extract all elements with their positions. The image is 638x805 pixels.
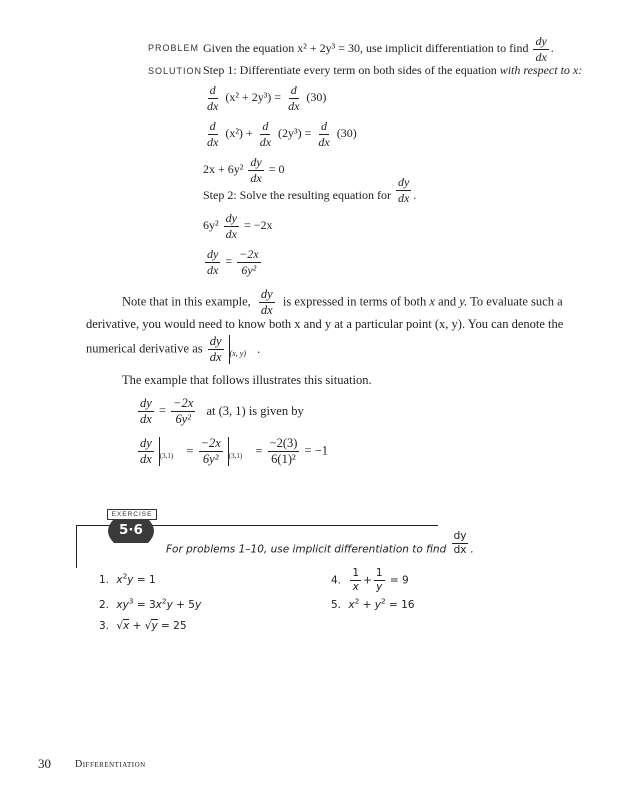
exercise-item-2: 2. $xy^3 = 3x^2y + 5y$ (99, 596, 202, 611)
problem-label: PROBLEM (148, 43, 200, 53)
exercise-instruction: For problems 1–10, use implicit differentiation to find $\frac{dy}{dx}$ . (166, 530, 474, 557)
page-number: 30 (38, 756, 51, 771)
exercise-item-1: 1. $x^2y = 1$ (99, 571, 156, 586)
paragraph-line-1: Note that in this example, $\frac{dy}{dx}$ is expressed in terms of both x and y. To evaluate such a (122, 287, 563, 318)
equation-4: 6y² $\frac{dy}{dx}$ = −2x (203, 211, 273, 241)
equation-1: $\frac{d}{dx}$ (x² + 2y³) = $\frac{d}{dx}$ (30) (207, 83, 327, 113)
exercise-frame-left (76, 525, 77, 568)
exercise-item-5: 5. $x^2 + y^2 = 16$ (331, 596, 415, 611)
exercise-badge (102, 509, 160, 542)
exercise-item-3: 3. √x + √y = 25 (99, 620, 187, 632)
equation-2: $\frac{d}{dx}$ (x²) + $\frac{d}{dx}$ (2y³) = $\frac{d}{dx}$ (30) (207, 119, 357, 149)
problem-target-fraction: $\frac{dy}{dx}$ (535, 34, 547, 64)
solution-label: SOLUTION (148, 66, 203, 76)
step1-text: Step 1: Differentiate every term on both sides of the equation with respect to x: (203, 63, 583, 77)
exercise-number: 5·6 (119, 522, 143, 538)
equation-5: $\frac{dy}{dx}$ = $\frac{-2x}{\text{6y²}}$ (207, 247, 259, 277)
example-line-1: $\frac{dy}{dx}$ = $\frac{-2x}{\text{6y²}}$ at (3, 1) is given by (140, 396, 304, 427)
footer-section: Differentiation (75, 759, 146, 770)
problem-text: Given the equation x² + 2y³ = 30, use implicit differentiation to find (203, 40, 529, 55)
equation-3: 2x + 6y² $\frac{dy}{dx}$ = 0 (203, 155, 285, 185)
paragraph-line-3: numerical derivative as $\frac{dy}{dx}$ $_{(x, y)}$ . (86, 334, 261, 365)
paragraph-line-2: derivative, you would need to know both x and y at a particular point (x, y). You can denote the (86, 317, 564, 331)
step2-text: Step 2: Solve the resulting equation for $\frac{dy}{dx}$ . (203, 175, 417, 205)
paragraph-line-4: The example that follows illustrates this situation. (122, 373, 372, 387)
example-line-2: $\frac{dy}{dx}$ $_{(3,1)}$ = $\frac{-2x}{\text{6y²}}$ $_{(3,1)}$ = $\frac{-2(3)}{\text{6(1)²}}$ = −1 (136, 437, 328, 466)
exercise-tag: EXERCISE (107, 509, 157, 520)
exercise-item-4: 4. $\frac{1}{x}$ + $\frac{1}{y}$ = 9 (331, 567, 409, 594)
problem-statement: Given the equation x² + 2y³ = 30, use implicit differentiation to find $\frac{dy}{dx}$ . (203, 34, 554, 64)
